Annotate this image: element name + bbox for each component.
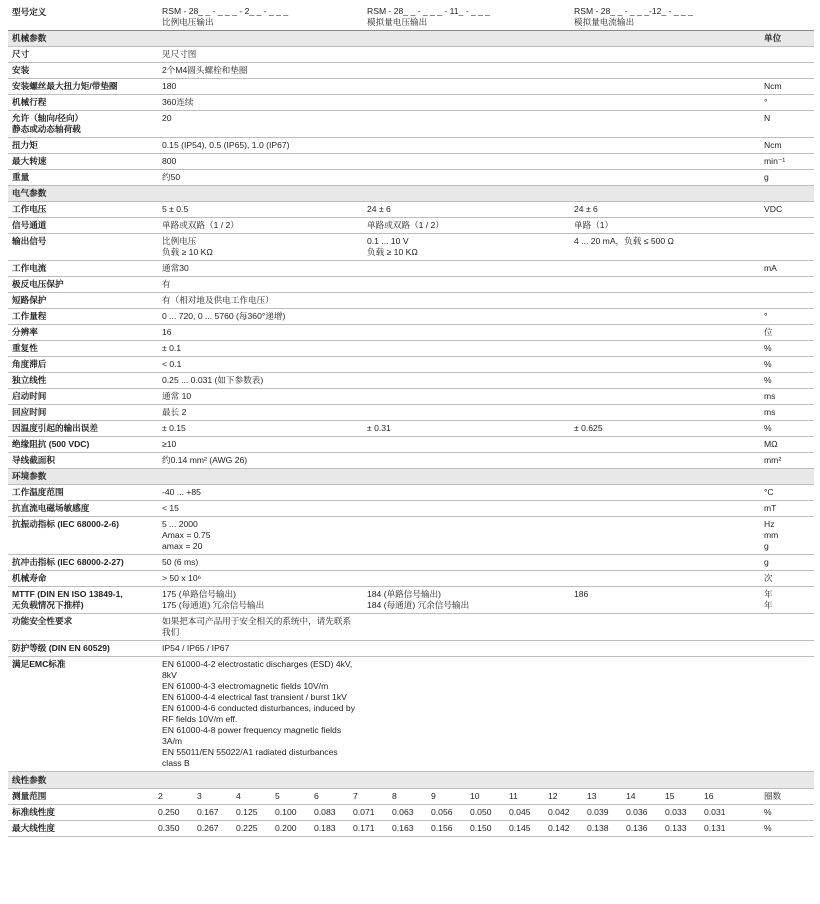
unit-cell [760,218,814,233]
linear-value: 2 [158,791,163,801]
value-cell: 0.15 (IP54), 0.5 (IP65), 1.0 (IP67) [162,140,290,150]
value-cell [363,614,570,640]
value-cell [570,47,760,62]
row-label: 短路保护 [12,295,47,305]
linear-value: 0.267 [197,823,219,833]
value-cell: 4 ... 20 mA，负载 ≤ 500 Ω [574,236,674,246]
linear-value: 0.125 [236,807,258,817]
linear-value: 0.100 [275,807,297,817]
value-cell [570,641,760,656]
value-cell [363,485,570,500]
row-label: 机械参数 [12,33,47,43]
linear-row [8,805,814,821]
unit-cell: mm² [764,455,782,465]
spec-row [8,138,814,154]
section-row [8,772,814,789]
value-cell [570,31,760,46]
unit-cell: Ncm [764,140,782,150]
value-cell [570,357,760,372]
value-cell [363,341,570,356]
row-label: 角度滞后 [12,359,47,369]
row-label: 抗直流电磁场敏感度 [12,503,90,513]
value-cell: 0.25 ... 0.031 (如下参数表) [162,375,264,385]
unit-cell [760,641,814,656]
unit-cell: N [764,113,771,123]
value-cell [570,261,760,276]
row-label: 抗振动指标 (IEC 68000-2-6) [12,519,119,529]
row-label: 工作电流 [12,263,47,273]
spec-row [8,405,814,421]
unit-cell [760,277,814,292]
linear-value: 0.171 [353,823,375,833]
linear-value: 0.031 [704,807,726,817]
value-cell: 175 (单路信号输出) 175 (每通道) 冗余信号输出 [162,589,265,610]
linear-value: 0.083 [314,807,336,817]
linear-value: 5 [275,791,280,801]
value-cell [570,373,760,388]
section-row [8,469,814,485]
value-cell [363,437,570,452]
value-cell [570,111,760,137]
linear-value: 0.042 [548,807,570,817]
value-cell [363,517,570,554]
value-cell [570,405,760,420]
row-label: 测量范围 [12,791,47,801]
model-code: RSM - 28_ _ - _ _ _ - 2_ _ - _ _ _ [162,6,289,16]
unit-cell: % [764,359,772,369]
value-cell [363,31,570,46]
unit-cell: 位 [764,327,773,337]
linear-value: 0.056 [431,807,453,817]
row-label: 分辨率 [12,327,38,337]
value-cell: 通常30 [162,263,189,273]
value-cell: ± 0.625 [574,423,603,433]
value-cell: 180 [162,81,177,91]
value-cell [158,31,363,46]
unit-cell: 圈数 [764,791,782,801]
spec-row [8,357,814,373]
row-label: 工作量程 [12,311,47,321]
unit-cell: % [764,423,772,433]
linear-title: 线性参数 [12,775,47,785]
value-cell [570,469,760,484]
value-cell: 比例电压 负载 ≥ 10 KΩ [162,236,213,257]
model-code: RSM - 28_ _ - _ _ _-12_ - _ _ _ [574,6,693,16]
section-row [8,31,814,47]
spec-row [8,95,814,111]
spec-row [8,277,814,293]
unit-cell: min⁻¹ [764,156,786,166]
value-cell: < 0.1 [162,359,182,369]
linear-value: 0.145 [509,823,531,833]
value-cell: 24 ± 6 [574,204,598,214]
spec-row [8,63,814,79]
unit-cell: ° [764,97,768,107]
unit-cell: % [764,375,772,385]
spec-row [8,154,814,170]
value-cell [363,186,570,201]
model-desc: 模拟量电压输出 [367,17,428,27]
value-cell [570,63,760,78]
row-label: 抗冲击指标 (IEC 68000-2-27) [12,557,124,567]
linear-value: 0.167 [197,807,219,817]
value-cell: 0.1 ... 10 V 负载 ≥ 10 KΩ [367,236,418,257]
spec-row [8,234,814,261]
linear-value: 9 [431,791,436,801]
spec-row [8,641,814,657]
linear-value: 4 [236,791,241,801]
spec-row [8,437,814,453]
row-label: 电气参数 [12,188,47,198]
linear-value: 0.033 [665,807,687,817]
value-cell [570,453,760,468]
value-cell: 360连续 [162,97,194,107]
spec-sheet [8,0,814,837]
unit-cell: ° [764,311,768,321]
linear-value: 11 [509,791,518,801]
header-col-3 [570,4,760,30]
value-cell [363,555,570,570]
spec-row [8,587,814,614]
spec-row [8,389,814,405]
value-cell [570,170,760,185]
value-cell [363,501,570,516]
linear-value: 16 [704,791,714,801]
linear-value: 0.250 [158,807,180,817]
value-cell: 184 (单路信号输出) 184 (每通道) 冗余信号输出 [367,589,470,610]
value-cell [363,138,570,153]
value-cell [363,571,570,586]
linear-value: 13 [587,791,597,801]
value-cell [158,469,363,484]
spec-row [8,614,814,641]
linear-value: 0.183 [314,823,336,833]
linear-row [8,821,814,837]
value-cell [363,111,570,137]
row-label: 扭力矩 [12,140,38,150]
value-cell [570,389,760,404]
row-label: 重复性 [12,343,38,353]
unit-cell [760,657,814,771]
value-cell [363,373,570,388]
spec-row [8,501,814,517]
spec-row [8,111,814,138]
value-cell [570,485,760,500]
unit-cell [760,293,814,308]
row-label: 导线截面积 [12,455,55,465]
value-cell: 2个M4圆头螺栓和垫圈 [162,65,248,75]
row-label: 最大线性度 [12,823,55,833]
value-cell [158,186,363,201]
value-cell [363,47,570,62]
linear-value: 14 [626,791,636,801]
unit-cell: °C [764,487,774,497]
header-row [8,4,814,31]
linear-value: 0.063 [392,807,414,817]
value-cell [570,95,760,110]
value-cell [570,309,760,324]
unit-cell: Ncm [764,81,782,91]
unit-cell [760,47,814,62]
value-cell [363,357,570,372]
unit-cell: g [764,172,769,182]
linear-value: 7 [353,791,358,801]
model-desc: 比例电压输出 [162,17,214,27]
row-label: 启动时间 [12,391,47,401]
value-cell: IP54 / IP65 / IP67 [162,643,230,653]
value-cell: ± 0.1 [162,343,182,353]
unit-cell: Hz mm g [764,519,779,551]
value-cell: ± 0.31 [367,423,391,433]
spec-row [8,373,814,389]
row-label: 输出信号 [12,236,47,246]
row-label: 工作温度范围 [12,487,64,497]
value-cell: 如果把本司产品用于安全相关的系统中，请先联系我们 [162,616,352,637]
unit-cell [760,234,814,260]
value-cell [363,453,570,468]
value-cell [570,571,760,586]
value-cell [363,79,570,94]
unit-cell [760,614,814,640]
value-cell [363,63,570,78]
row-label: 标准线性度 [12,807,55,817]
value-cell [570,341,760,356]
value-cell: 约50 [162,172,181,182]
spec-row [8,218,814,234]
value-cell [570,325,760,340]
spec-rows [8,31,814,772]
value-cell [363,154,570,169]
header-col-1 [158,4,363,30]
value-cell [363,469,570,484]
row-label: MTTF (DIN EN ISO 13849-1, 无负载情况下推样) [12,589,123,610]
spec-row [8,170,814,186]
linear-value: 8 [392,791,397,801]
spec-row [8,293,814,309]
linear-value: 0.036 [626,807,648,817]
linear-value: 0.225 [236,823,258,833]
value-cell: 单路或双路（1 / 2） [367,220,444,230]
linear-value: 0.142 [548,823,570,833]
unit-cell: % [764,823,772,833]
value-cell [363,277,570,292]
value-cell [570,614,760,640]
linear-value: 0.045 [509,807,531,817]
linear-value: 10 [470,791,480,801]
unit-cell: mA [764,263,777,273]
row-label: 机械行程 [12,97,47,107]
row-label: 允许（轴向/径向） 静态或动态轴荷载 [12,113,84,134]
value-cell [570,79,760,94]
value-cell [363,657,570,771]
value-cell: 0 ... 720, 0 ... 5760 (每360°递增) [162,311,286,321]
linear-value: 0.136 [626,823,648,833]
linear-value: 0.131 [704,823,726,833]
spec-row [8,453,814,469]
value-cell: 5 ... 2000 Amax = 0.75 amax = 20 [162,519,211,551]
value-cell: ± 0.15 [162,423,186,433]
row-label: 极反电压保护 [12,279,64,289]
row-label: 重量 [12,172,30,182]
value-cell [363,325,570,340]
row-label: 尺寸 [12,49,30,59]
spec-row [8,517,814,555]
row-label: 环境参数 [12,471,47,481]
value-cell [570,657,760,771]
linear-values [158,789,760,804]
value-cell [570,293,760,308]
value-cell: 有 [162,279,171,289]
row-label: 因温度引起的输出误差 [12,423,98,433]
unit-cell: VDC [764,204,783,214]
spec-row [8,202,814,218]
value-cell: ≥10 [162,439,177,449]
linear-value: 12 [548,791,558,801]
value-cell: 有（相对地及供电工作电压） [162,295,274,305]
unit-cell: MΩ [764,439,778,449]
unit-cell: mT [764,503,777,513]
value-cell [363,261,570,276]
value-cell [570,501,760,516]
value-cell: 见尺寸图 [162,49,197,59]
value-cell: > 50 x 10⁶ [162,573,202,583]
unit-cell [760,186,814,201]
model-desc: 模拟量电流输出 [574,17,635,27]
value-cell [363,309,570,324]
value-cell: 24 ± 6 [367,204,391,214]
linear-value: 0.156 [431,823,453,833]
value-cell: 20 [162,113,172,123]
linear-rows [8,789,814,837]
value-cell: 186 [574,589,589,599]
spec-row [8,79,814,95]
spec-row [8,309,814,325]
linear-value: 0.133 [665,823,687,833]
header-col-2 [363,4,570,30]
spec-row [8,261,814,277]
spec-row [8,325,814,341]
unit-cell: 单位 [764,33,782,43]
linear-value: 6 [314,791,319,801]
value-cell [363,389,570,404]
value-cell [570,517,760,554]
value-cell [363,170,570,185]
section-row [8,186,814,202]
row-label: 安装 [12,65,30,75]
linear-value: 0.050 [470,807,492,817]
spec-row [8,571,814,587]
linear-value: 3 [197,791,202,801]
unit-cell [760,63,814,78]
linear-value: 0.350 [158,823,180,833]
value-cell [363,641,570,656]
value-cell [570,154,760,169]
spec-row [8,47,814,63]
value-cell [363,405,570,420]
linear-value: 0.200 [275,823,297,833]
value-cell: 800 [162,156,177,166]
linear-value: 0.163 [392,823,414,833]
value-cell: 单路（1） [574,220,614,230]
value-cell [570,186,760,201]
value-cell: 单路或双路（1 / 2） [162,220,239,230]
value-cell [363,293,570,308]
unit-cell: ms [764,407,776,417]
row-label: 回应时间 [12,407,47,417]
unit-cell: ms [764,391,776,401]
spec-row [8,341,814,357]
spec-row [8,657,814,772]
unit-cell: % [764,343,772,353]
model-code: RSM - 28_ _ - _ _ _ - 11_ - _ _ _ [367,6,491,16]
row-label: 满足EMC标准 [12,659,66,669]
value-cell: 50 (6 ms) [162,557,199,567]
value-cell [570,437,760,452]
spec-row [8,555,814,571]
linear-value: 0.039 [587,807,609,817]
value-cell: -40 ... +85 [162,487,201,497]
row-label: 机械寿命 [12,573,47,583]
value-cell: 16 [162,327,172,337]
unit-cell: % [764,807,772,817]
value-cell [570,555,760,570]
value-cell: 约0.14 mm² (AWG 26) [162,455,248,465]
unit-cell: 次 [764,573,773,583]
linear-values [158,805,760,820]
row-label: 功能安全性要求 [12,616,73,626]
linear-value: 0.150 [470,823,492,833]
value-cell: 5 ± 0.5 [162,204,189,214]
linear-value: 0.071 [353,807,375,817]
value-cell: < 15 [162,503,179,513]
row-label: 工作电压 [12,204,47,214]
row-label: 安装螺丝最大扭力矩/带垫圈 [12,81,118,91]
linear-value: 0.138 [587,823,609,833]
value-cell [570,277,760,292]
row-label: 绝缘阻抗 (500 VDC) [12,439,90,449]
row-label: 信号通道 [12,220,47,230]
linear-row [8,789,814,805]
header-label: 型号定义 [12,7,47,17]
unit-cell: g [764,557,769,567]
value-cell [363,95,570,110]
value-cell: EN 61000-4-2 electrostatic discharges (ESD) 4kV, 8kV EN 61000-4-3 electromagnetic fields 10V/m EN 61000-4-4 electrical fast transient / burst 1kV EN 61000-4-6 conducted disturbances, induced by RF fields 10V/m eff. EN 61000-4-8 power frequency magnetic fields 3A/m EN 55011/EN 55022/A1 radiated disturbances class B [162,659,356,768]
linear-values [158,821,760,836]
value-cell [570,138,760,153]
row-label: 防护等级 (DIN EN 60529) [12,643,110,653]
row-label: 最大转速 [12,156,47,166]
value-cell: 通常 10 [162,391,192,401]
value-cell: 最长 2 [162,407,187,417]
row-label: 独立线性 [12,375,47,385]
unit-cell [760,469,814,484]
spec-row [8,485,814,501]
unit-cell: 年 年 [764,589,773,610]
spec-row [8,421,814,437]
linear-value: 15 [665,791,675,801]
